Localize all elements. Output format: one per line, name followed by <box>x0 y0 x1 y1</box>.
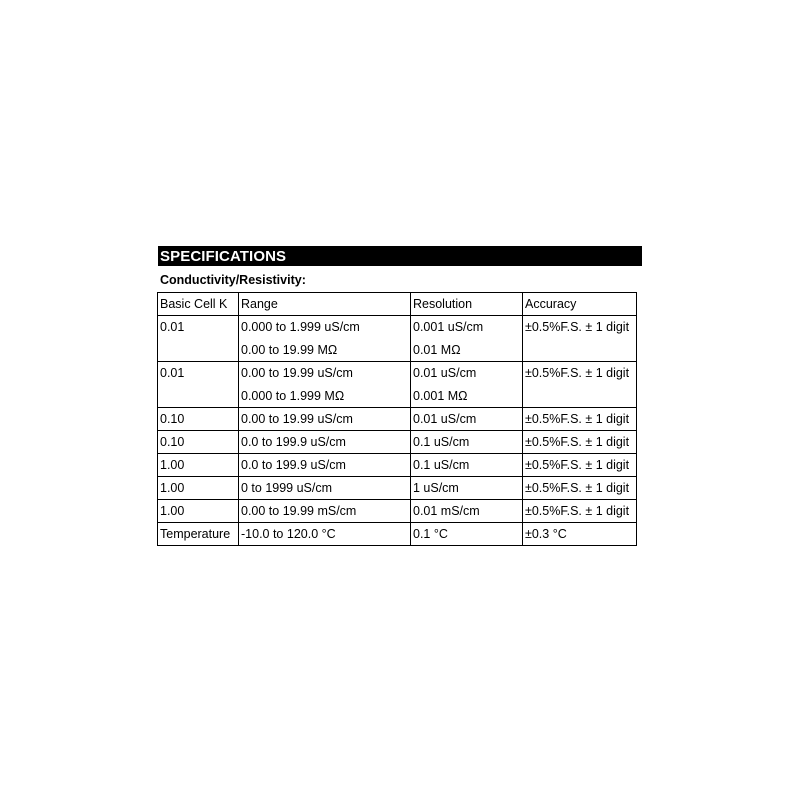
accuracy-value-line: ±0.5%F.S. ± 1 digit <box>525 481 630 495</box>
range-value <box>239 362 411 408</box>
accuracy-value <box>523 500 637 523</box>
resolution-value-line: 0.01 mS/cm <box>413 504 480 518</box>
cell-k-value-line: 0.10 <box>160 435 185 449</box>
range-value <box>239 523 411 546</box>
table-row <box>158 477 637 500</box>
range-value-line: 0.000 to 1.999 uS/cm <box>241 320 360 334</box>
header-cell-k: Basic Cell K <box>158 293 239 316</box>
resolution-value-line: 0.1 °C <box>413 527 448 541</box>
resolution-value <box>411 454 523 477</box>
subtitle: Conductivity/Resistivity: <box>160 273 306 287</box>
accuracy-value <box>523 408 637 431</box>
spec-table <box>157 292 637 546</box>
section-title-banner: SPECIFICATIONS <box>158 246 642 266</box>
resolution-value-line: 0.01 uS/cm <box>413 412 477 426</box>
header-accuracy: Accuracy <box>523 293 637 316</box>
cell-k-value <box>158 477 239 500</box>
resolution-value <box>411 477 523 500</box>
cell-k-value-line: 1.00 <box>160 458 185 472</box>
range-value <box>239 431 411 454</box>
resolution-value <box>411 408 523 431</box>
accuracy-value-line: ±0.5%F.S. ± 1 digit <box>525 412 630 426</box>
cell-k-value-line: 0.10 <box>160 412 185 426</box>
cell-k-value <box>158 316 239 362</box>
accuracy-value-line: ±0.5%F.S. ± 1 digit <box>525 320 630 334</box>
accuracy-value-line: ±0.5%F.S. ± 1 digit <box>525 435 630 449</box>
table-row <box>158 316 637 362</box>
range-value <box>239 408 411 431</box>
resolution-value-line: 0.01 uS/cm <box>413 366 477 380</box>
accuracy-value <box>523 477 637 500</box>
cell-k-value-line: Temperature <box>160 527 231 541</box>
range-value-line: -10.0 to 120.0 °C <box>241 527 336 541</box>
accuracy-value <box>523 316 637 362</box>
resolution-value-line: 0.001 MΩ <box>413 389 468 403</box>
range-value-line: 0.00 to 19.99 uS/cm <box>241 366 353 380</box>
table-row <box>158 454 637 477</box>
resolution-value <box>411 523 523 546</box>
accuracy-value <box>523 362 637 408</box>
accuracy-value <box>523 523 637 546</box>
resolution-value <box>411 316 523 362</box>
resolution-value-line: 0.1 uS/cm <box>413 435 470 449</box>
range-value <box>239 454 411 477</box>
resolution-value-line: 0.001 uS/cm <box>413 320 484 334</box>
accuracy-value-line: ±0.5%F.S. ± 1 digit <box>525 366 630 380</box>
header-range: Range <box>239 293 411 316</box>
cell-k-value-line: 1.00 <box>160 504 185 518</box>
range-value-line: 0.00 to 19.99 MΩ <box>241 343 338 357</box>
cell-k-value <box>158 362 239 408</box>
cell-k-value <box>158 454 239 477</box>
accuracy-value-line: ±0.5%F.S. ± 1 digit <box>525 504 630 518</box>
cell-k-value-line: 0.01 <box>160 366 185 380</box>
table-row <box>158 523 637 546</box>
range-value <box>239 316 411 362</box>
accuracy-value <box>523 431 637 454</box>
range-value <box>239 477 411 500</box>
resolution-value-line: 0.01 MΩ <box>413 343 461 357</box>
range-value-line: 0.0 to 199.9 uS/cm <box>241 458 346 472</box>
range-value-line: 0.000 to 1.999 MΩ <box>241 389 345 403</box>
resolution-value-line: 1 uS/cm <box>413 481 459 495</box>
resolution-value-line: 0.1 uS/cm <box>413 458 470 472</box>
table-header-row <box>158 293 637 316</box>
resolution-value <box>411 500 523 523</box>
accuracy-value-line: ±0.3 °C <box>525 527 567 541</box>
range-value-line: 0.00 to 19.99 uS/cm <box>241 412 353 426</box>
cell-k-value <box>158 408 239 431</box>
accuracy-value <box>523 454 637 477</box>
table-row <box>158 431 637 454</box>
range-value-line: 0.00 to 19.99 mS/cm <box>241 504 357 518</box>
cell-k-value <box>158 431 239 454</box>
table-row <box>158 408 637 431</box>
accuracy-value-line: ±0.5%F.S. ± 1 digit <box>525 458 630 472</box>
range-value-line: 0.0 to 199.9 uS/cm <box>241 435 346 449</box>
cell-k-value <box>158 523 239 546</box>
cell-k-value <box>158 500 239 523</box>
header-resolution: Resolution <box>411 293 523 316</box>
cell-k-value-line: 1.00 <box>160 481 185 495</box>
range-value-line: 0 to 1999 uS/cm <box>241 481 333 495</box>
table-row <box>158 362 637 408</box>
resolution-value <box>411 431 523 454</box>
resolution-value <box>411 362 523 408</box>
cell-k-value-line: 0.01 <box>160 320 185 334</box>
table-row <box>158 500 637 523</box>
range-value <box>239 500 411 523</box>
